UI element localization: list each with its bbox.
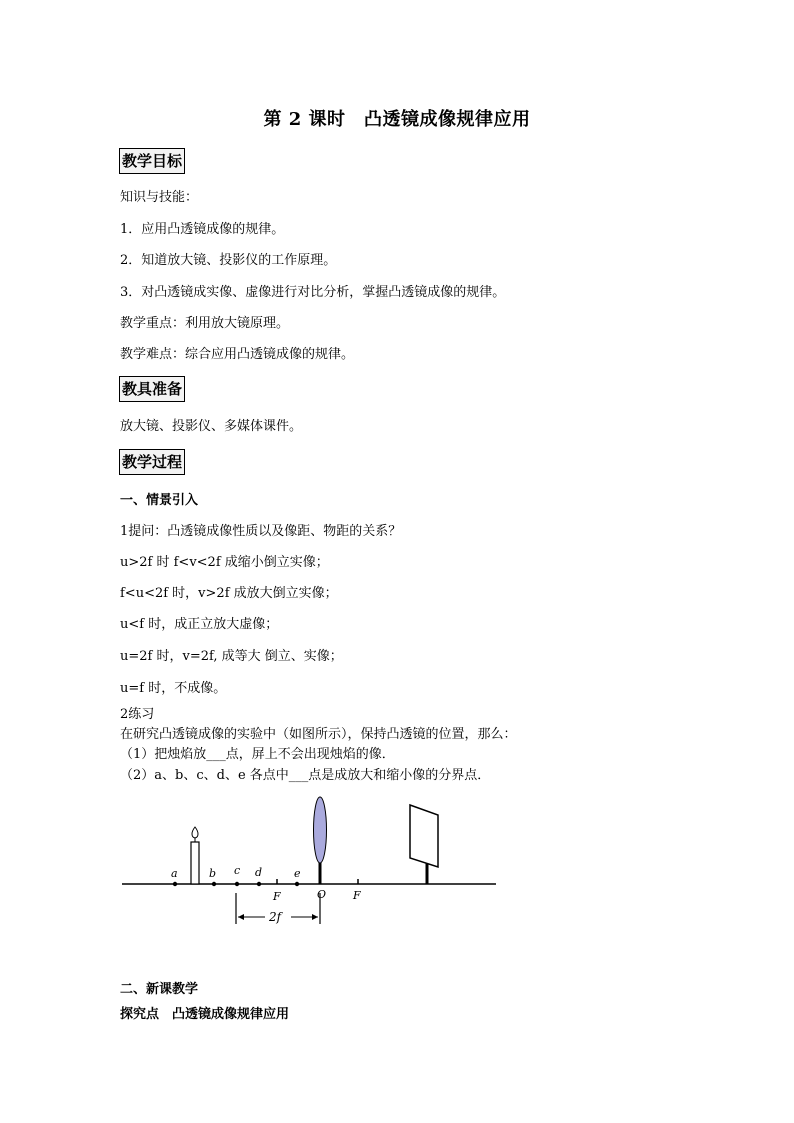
section-heading-process: 教学过程 <box>119 449 185 475</box>
part1-heading: 一、情景引入 <box>120 493 199 508</box>
exercise-question-2: （2）a、b、c、d、e 各点中___点是成放大和缩小像的分界点． <box>120 768 491 783</box>
rule-4: u=2f 时，v=2f, 成等大 倒立、实像； <box>120 649 343 664</box>
point-c <box>235 882 239 886</box>
rule-2: f<u<2f 时，v>2f 成放大倒立实像； <box>120 586 338 601</box>
rule-5: u=f 时，不成像。 <box>120 681 227 696</box>
rule-3: u<f 时，成正立放大虚像； <box>120 617 279 632</box>
exercise-intro: 在研究凸透镜成像的实验中（如图所示），保持凸透镜的位置，那么： <box>120 727 517 742</box>
convex-lens-diagram <box>120 790 500 935</box>
convex-lens-icon <box>314 797 327 884</box>
section-heading-goals: 教学目标 <box>119 148 185 174</box>
goal-item-2: 2．知道放大镜、投影仪的工作原理。 <box>120 253 337 268</box>
goal-item-1: 1．应用凸透镜成像的规律。 <box>120 222 285 237</box>
exercise-question-1: （1）把烛焰放___点，屏上不会出现烛焰的像． <box>120 747 395 762</box>
difficulty-point: 教学难点：综合应用凸透镜成像的规律。 <box>120 347 355 362</box>
label-f-left: F <box>273 890 281 903</box>
label-f-right: F <box>353 889 361 902</box>
label-o: O <box>317 888 327 901</box>
point-e <box>295 882 299 886</box>
label-d: d <box>255 866 263 879</box>
exercise-title: 2练习 <box>120 707 155 722</box>
part2-heading: 二、新课教学 <box>120 982 199 997</box>
label-2f: 2f <box>269 910 282 924</box>
page-title: 第 2 课时 凸透镜成像规律应用 <box>263 109 531 130</box>
point-d <box>257 882 261 886</box>
goal-item-3: 3．对凸透镜成实像、虚像进行对比分析，掌握凸透镜成像的规律。 <box>120 285 506 300</box>
tools-text: 放大镜、投影仪、多媒体课件。 <box>120 419 303 434</box>
rule-1: u>2f 时 f<v<2f 成缩小倒立实像； <box>120 555 329 570</box>
label-a: a <box>171 867 178 880</box>
explore-point: 探究点 凸透镜成像规律应用 <box>120 1007 290 1022</box>
screen-icon <box>410 805 438 884</box>
section-heading-tools: 教具准备 <box>119 376 185 402</box>
key-point: 教学重点：利用放大镜原理。 <box>120 316 290 331</box>
candle-icon <box>191 827 199 884</box>
point-a <box>173 882 177 886</box>
question-1: 1提问：凸透镜成像性质以及像距、物距的关系？ <box>120 524 402 539</box>
label-c: c <box>234 864 241 877</box>
label-b: b <box>209 867 217 880</box>
point-b <box>212 882 216 886</box>
label-e: e <box>294 867 301 880</box>
knowledge-label: 知识与技能： <box>120 190 199 205</box>
